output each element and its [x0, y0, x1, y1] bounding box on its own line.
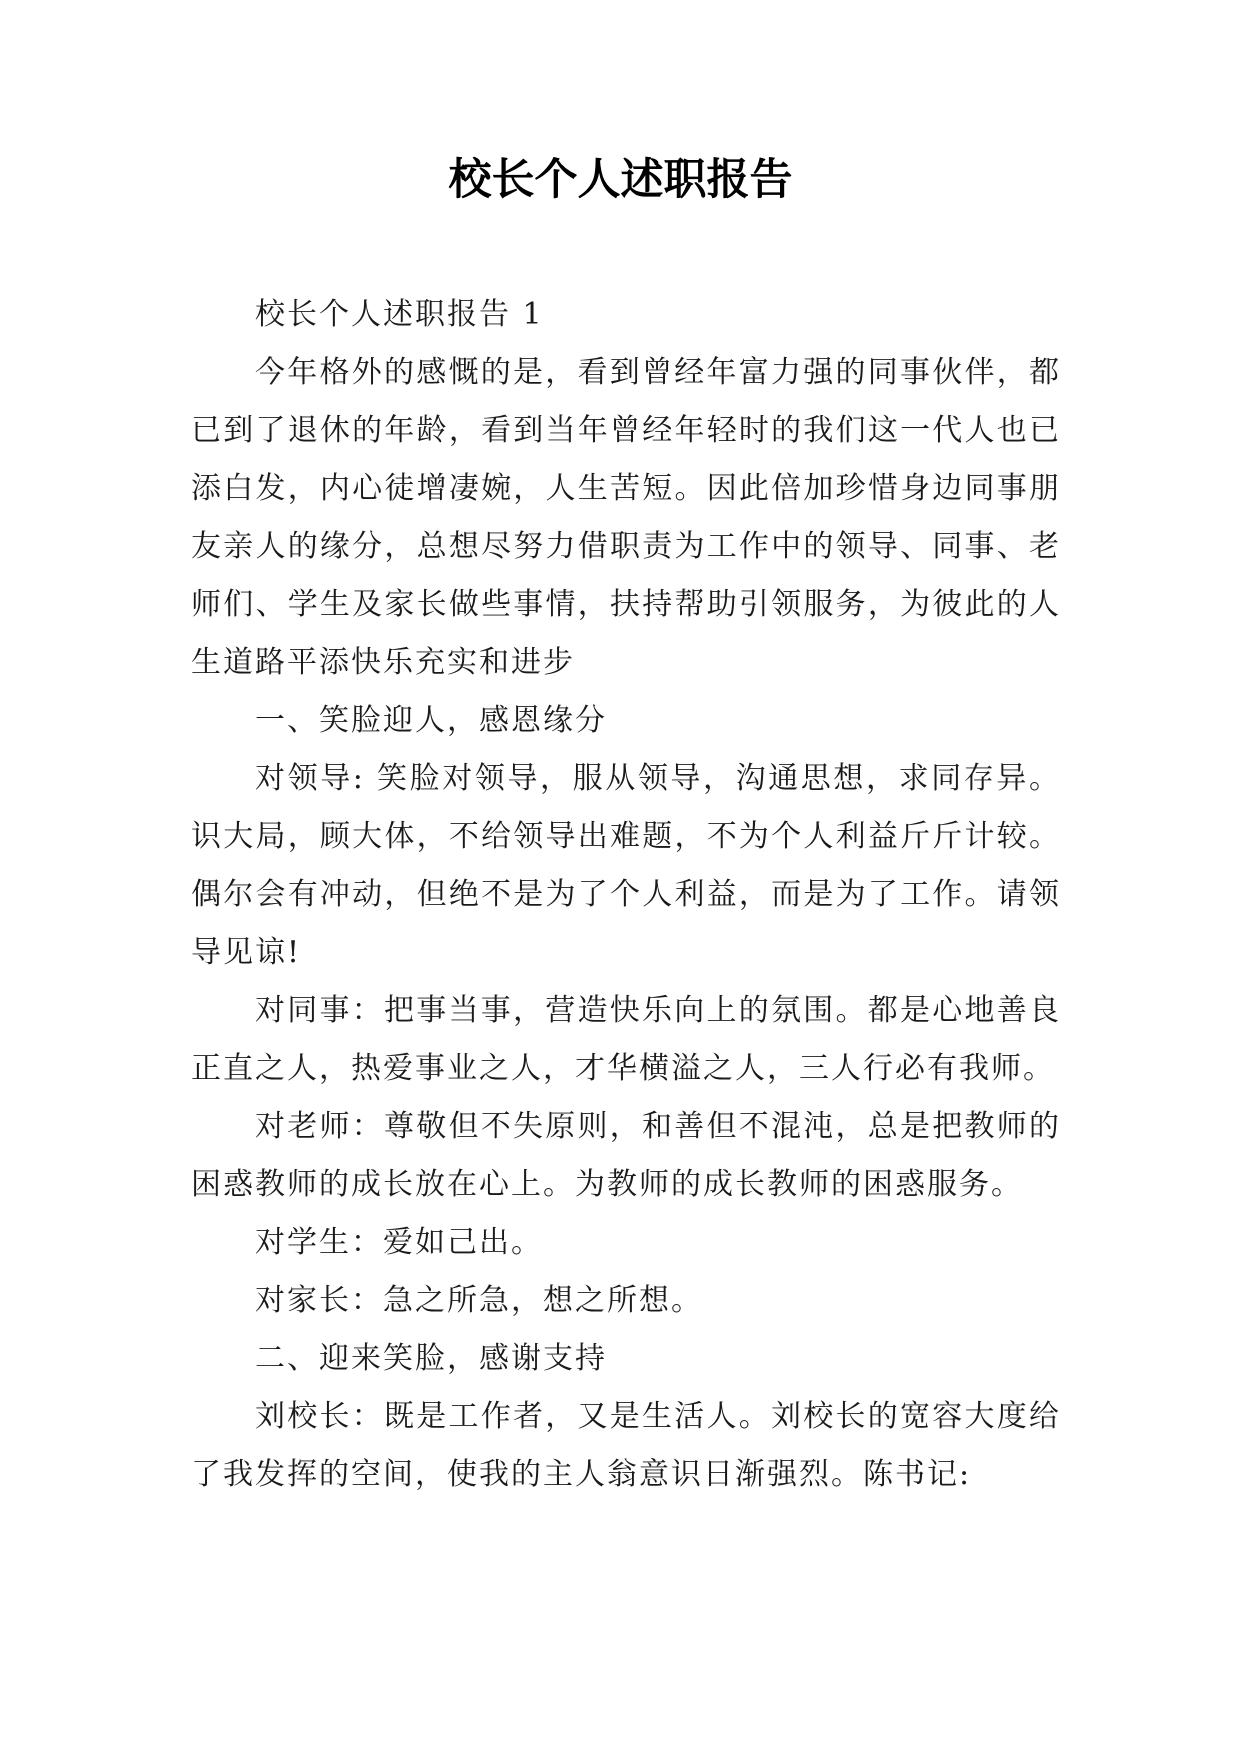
paragraph-leaders: 对领导: 笑脸对领导，服从领导，沟通思想，求同存异。识大局，顾大体，不给领导出难题，不为个人利益斤斤计较。偶尔会有冲动，但绝不是为了个人利益，而是为了工作。请领导见谅! [191, 761, 1061, 970]
document-body [191, 286, 1061, 1504]
paragraph-principal: 刘校长：既是工作者，又是生活人。刘校长的宽容大度给了我发挥的空间，使我的主人翁意识日渐强烈。陈书记: [191, 1399, 1061, 1492]
paragraph-students: 对学生：爱如己出。 [255, 1225, 543, 1260]
paragraph-teachers: 对老师：尊敬但不失原则，和善但不混沌，总是把教师的困惑教师的成长放在心上。为教师的成长教师的困惑服务。 [191, 1109, 1061, 1202]
paragraph-intro: 今年格外的感慨的是，看到曾经年富力强的同事伙伴，都已到了退休的年龄，看到当年曾经年轻时的我们这一代人也已添白发，内心徒增凄婉，人生苦短。因此倍加珍惜身边同事朋友亲人的缘分，总想尽努力借职责为工作中的领导、同事、老师们、学生及家长做些事情，扶持帮助引领服务，为彼此的人生道路平添快乐充实和进步 [191, 355, 1061, 680]
section-heading-1: 一、笑脸迎人，感恩缘分 [255, 703, 607, 738]
section-heading-2: 二、迎来笑脸，感谢支持 [255, 1341, 607, 1376]
document-title: 校长个人述职报告 [448, 155, 793, 205]
paragraph-colleagues: 对同事：把事当事，营造快乐向上的氛围。都是心地善良正直之人，热爱事业之人，才华横溢之人，三人行必有我师。 [191, 993, 1061, 1086]
paragraph-parents: 对家长：急之所急，想之所想。 [255, 1283, 703, 1318]
report-heading: 校长个人述职报告 1 [255, 297, 544, 332]
